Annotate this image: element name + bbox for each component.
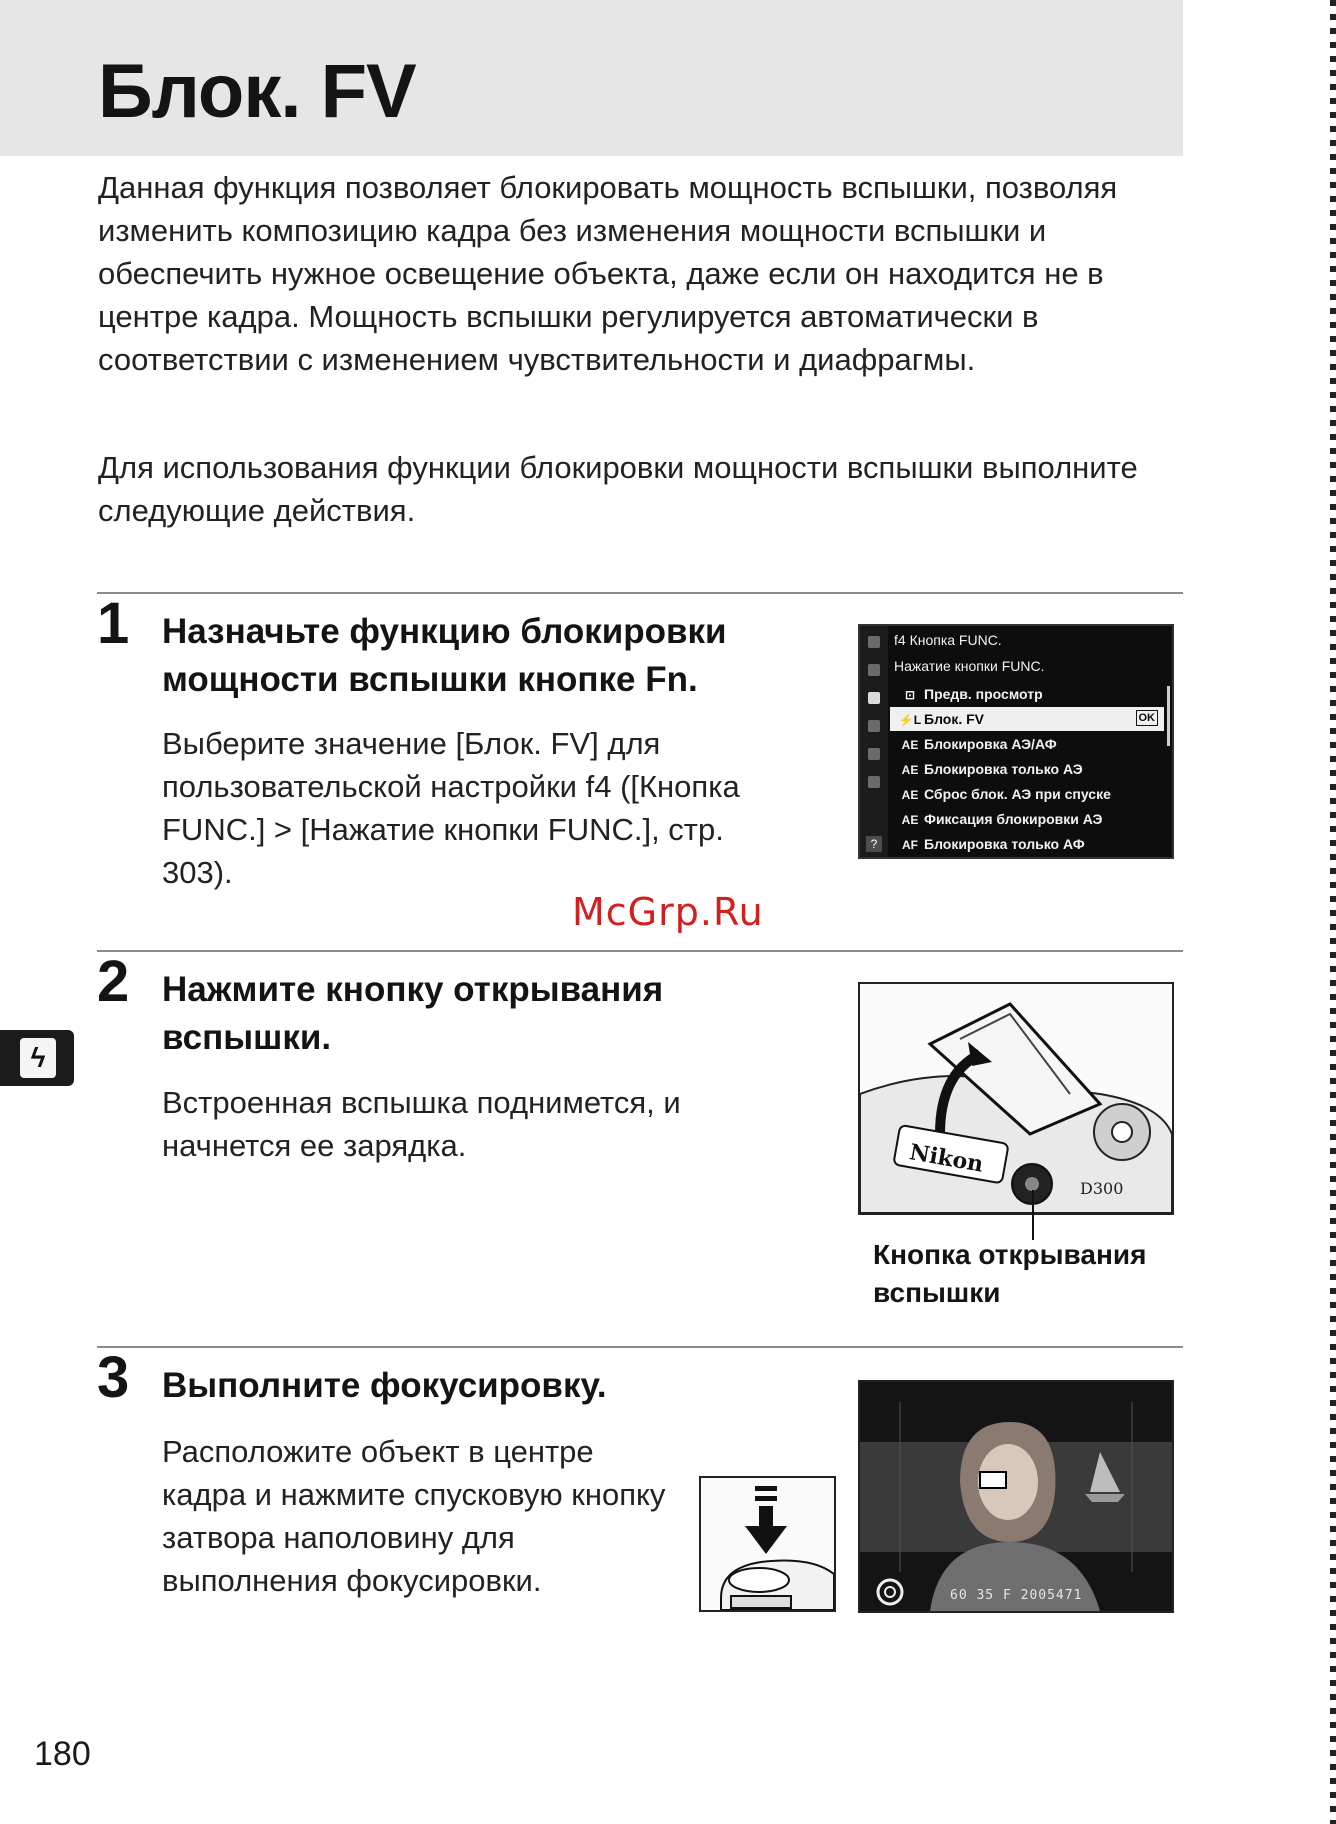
ae-lock-icon: AE: [901, 813, 919, 827]
section-side-tab: [0, 1030, 74, 1086]
menu-tab-icon: [868, 776, 880, 788]
step-3-body: Расположите объект в центре кадра и нажмите спусковую кнопку затвора наполовину для выполнения фокусировки.: [162, 1434, 666, 1598]
camera-model: D300: [1080, 1179, 1124, 1198]
camera-brand: Nikon: [907, 1139, 986, 1178]
af-lock-icon: AF: [902, 838, 918, 852]
menu-item: [890, 757, 1164, 781]
menu-item: [890, 682, 1164, 706]
menu-item-label: Блокировка только АФ: [924, 836, 1085, 852]
menu-item-label: Сброс блок. АЭ при спуске: [924, 786, 1111, 802]
preview-icon: ⊡: [904, 688, 916, 702]
menu-item-selected: [890, 707, 1164, 731]
menu-item: [890, 782, 1164, 806]
viewfinder-info: 60 35 F 2005471: [950, 1588, 1083, 1603]
camera-flash-illustration: [858, 982, 1174, 1215]
menu-item: [890, 732, 1164, 756]
menu-sidebar: [860, 626, 888, 857]
callout-line: [1032, 1190, 1034, 1240]
menu-item: [890, 832, 1164, 856]
step-1-title: Назначьте функцию блокировки мощности вспышки кнопке Fn.: [162, 612, 727, 699]
pencil-icon: [868, 692, 880, 704]
flash-button-caption: Кнопка открывания вспышки: [873, 1239, 1147, 1308]
menu-item: [890, 807, 1164, 831]
ae-lock-icon: AE: [901, 788, 919, 802]
ae-lock-icon: AE: [901, 763, 919, 777]
finger-press-drawing: [701, 1478, 834, 1610]
step-3-title: Выполните фокусировку.: [162, 1366, 607, 1405]
help-icon: ?: [866, 836, 882, 852]
step-2-title: Нажмите кнопку открывания вспышки.: [162, 970, 664, 1057]
menu-item-label: Блокировка АЭ/АФ: [924, 736, 1057, 752]
watermark: McGrp.Ru: [572, 890, 764, 934]
camera-drawing: [860, 984, 1172, 1213]
menu-item-label: Блок. FV: [924, 711, 984, 727]
step-number-3: 3: [97, 1345, 130, 1410]
page-number: 180: [34, 1735, 91, 1773]
flash-lock-icon: ⚡L: [898, 713, 922, 727]
step-number-1: 1: [97, 591, 130, 656]
flash-icon: ϟ: [20, 1038, 56, 1078]
ok-badge: OK: [1136, 710, 1159, 726]
ae-lock-icon: AE: [901, 738, 919, 752]
step-2-body: Встроенная вспышка поднимется, и начнется ее зарядка.: [162, 1085, 681, 1163]
menu-tab-icon: [868, 720, 880, 732]
page-title: Блок. FV: [98, 49, 416, 134]
menu-item-label: Фиксация блокировки АЭ: [924, 811, 1103, 827]
page-edge: [1330, 0, 1336, 1824]
menu-scrollbar: [1167, 686, 1170, 746]
divider: [97, 1346, 1183, 1348]
menu-tab-icon: [868, 636, 880, 648]
camera-menu-screen: [858, 624, 1174, 859]
intro-paragraph-1: Данная функция позволяет блокировать мощность вспышки, позволяя изменить композицию кадра без изменения мощности вспышки и обеспечить нужное освещение объекта, даже если он находится не в центре кадра. Мощность вспышки регулируется автоматически в соответствии с изменением чувствительности и диафрагмы.: [98, 170, 1118, 377]
menu-tab-icon: [868, 748, 880, 760]
menu-subheader: Нажатие кнопки FUNC.: [894, 658, 1045, 674]
menu-item-label: Предв. просмотр: [924, 686, 1043, 702]
menu-tab-icon: [868, 664, 880, 676]
divider: [97, 592, 1183, 594]
step-number-2: 2: [97, 949, 130, 1014]
portrait-drawing: [860, 1382, 1172, 1611]
divider: [97, 950, 1183, 952]
intro-paragraph-2: Для использования функции блокировки мощности вспышки выполните следующие действия.: [98, 450, 1138, 528]
step-1-body: Выберите значение [Блок. FV] для пользовательской настройки f4 ([Кнопка FUNC.] > [Нажатие кнопки FUNC.], стр. 303).: [162, 726, 740, 890]
menu-item-label: Блокировка только АЭ: [924, 761, 1083, 777]
menu-header: f4 Кнопка FUNC.: [894, 632, 1002, 648]
shutter-press-illustration: [699, 1476, 836, 1612]
viewfinder-photo: [858, 1380, 1174, 1613]
